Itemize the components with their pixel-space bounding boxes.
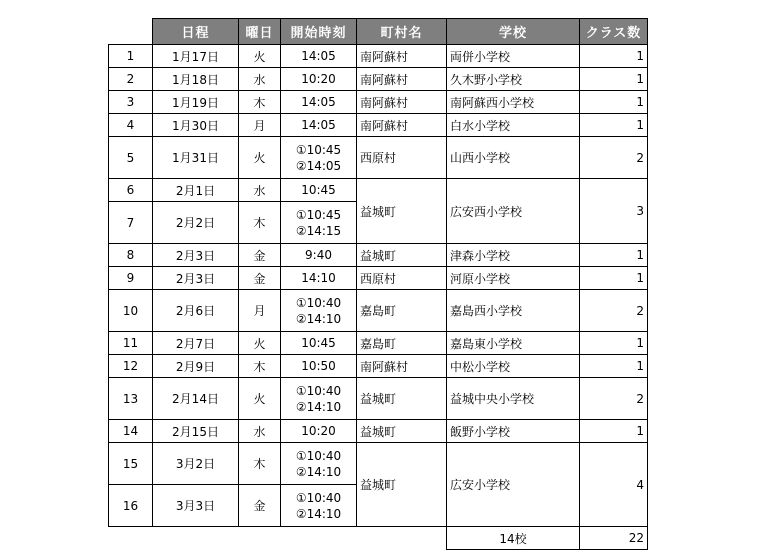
- row-day: 水: [239, 420, 281, 443]
- row-time: 9:40: [281, 244, 357, 267]
- row-day: 木: [239, 443, 281, 485]
- table-row: [109, 137, 648, 179]
- row-classes: 2: [580, 290, 648, 332]
- row-date: 1月18日: [153, 68, 239, 91]
- row-classes: 1: [580, 355, 648, 378]
- table-row: [109, 378, 648, 420]
- row-number: 12: [109, 355, 153, 378]
- row-date: 2月3日: [153, 244, 239, 267]
- row-number: 8: [109, 244, 153, 267]
- row-number: 5: [109, 137, 153, 179]
- total-schools: 14校: [447, 527, 580, 550]
- row-number: 9: [109, 267, 153, 290]
- row-time-second: ②14:05: [295, 158, 342, 173]
- row-time-second: ②14:15: [295, 223, 342, 238]
- row-time-first: ①10:40: [295, 295, 342, 310]
- row-date: 2月7日: [153, 332, 239, 355]
- header-date: 日程: [153, 19, 239, 45]
- row-school: 飯野小学校: [447, 420, 580, 443]
- table-row: [109, 244, 648, 267]
- row-school: 山西小学校: [447, 137, 580, 179]
- row-time-first: ①10:40: [295, 383, 342, 398]
- header-town: 町村名: [357, 19, 447, 45]
- row-town: 益城町: [357, 179, 447, 244]
- table-row: [109, 290, 648, 332]
- row-time: 10:45: [281, 179, 357, 202]
- row-classes: 1: [580, 332, 648, 355]
- row-day: 火: [239, 137, 281, 179]
- row-day: 火: [239, 332, 281, 355]
- row-number: 15: [109, 443, 153, 485]
- row-classes: 3: [580, 179, 648, 244]
- row-day: 火: [239, 45, 281, 68]
- row-number: 14: [109, 420, 153, 443]
- row-town: 南阿蘇村: [357, 355, 447, 378]
- row-time-second: ②14:10: [295, 506, 342, 521]
- row-day: 水: [239, 68, 281, 91]
- row-town: 西原村: [357, 137, 447, 179]
- totals-blank: [109, 527, 153, 550]
- row-date: 2月1日: [153, 179, 239, 202]
- row-date: 2月2日: [153, 202, 239, 244]
- table-row: [109, 420, 648, 443]
- totals-row: [109, 527, 648, 550]
- row-town: 嘉島町: [357, 290, 447, 332]
- row-school: 広安小学校: [447, 443, 580, 527]
- table-row: [109, 443, 648, 485]
- row-date: 3月2日: [153, 443, 239, 485]
- row-time-first: ①10:40: [295, 490, 342, 505]
- row-day: 月: [239, 114, 281, 137]
- row-town: 益城町: [357, 420, 447, 443]
- row-time: [281, 443, 357, 485]
- row-date: 1月19日: [153, 91, 239, 114]
- row-time: 14:05: [281, 45, 357, 68]
- table-row: [109, 332, 648, 355]
- row-number: 2: [109, 68, 153, 91]
- row-date: 1月30日: [153, 114, 239, 137]
- row-date: 2月3日: [153, 267, 239, 290]
- row-date: 1月17日: [153, 45, 239, 68]
- total-classes: 22: [580, 527, 648, 550]
- totals-blank: [239, 527, 281, 550]
- row-school: 南阿蘇西小学校: [447, 91, 580, 114]
- row-date: 2月15日: [153, 420, 239, 443]
- row-day: 木: [239, 355, 281, 378]
- row-town: 益城町: [357, 443, 447, 527]
- row-town: 南阿蘇村: [357, 114, 447, 137]
- row-town: 南阿蘇村: [357, 68, 447, 91]
- table-row: [109, 45, 648, 68]
- row-time: [281, 378, 357, 420]
- row-time: [281, 137, 357, 179]
- totals-blank: [153, 527, 239, 550]
- row-time-first: ①10:45: [295, 207, 342, 222]
- header-day: 曜日: [239, 19, 281, 45]
- row-number: 16: [109, 485, 153, 527]
- row-day: 金: [239, 267, 281, 290]
- row-time: 14:05: [281, 114, 357, 137]
- row-time: 10:20: [281, 68, 357, 91]
- header-row: [109, 19, 648, 45]
- row-school: 白水小学校: [447, 114, 580, 137]
- row-day: 木: [239, 91, 281, 114]
- row-time: [281, 202, 357, 244]
- row-date: 3月3日: [153, 485, 239, 527]
- row-town: 益城町: [357, 244, 447, 267]
- row-date: 2月6日: [153, 290, 239, 332]
- row-number: 4: [109, 114, 153, 137]
- row-time: 14:05: [281, 91, 357, 114]
- row-school: 益城中央小学校: [447, 378, 580, 420]
- row-classes: 1: [580, 114, 648, 137]
- row-school: 河原小学校: [447, 267, 580, 290]
- row-day: 水: [239, 179, 281, 202]
- totals-blank: [281, 527, 357, 550]
- row-date: 2月9日: [153, 355, 239, 378]
- row-number: 7: [109, 202, 153, 244]
- row-town: 益城町: [357, 378, 447, 420]
- row-time-second: ②14:10: [295, 464, 342, 479]
- row-time-first: ①10:45: [295, 142, 342, 157]
- row-number: 11: [109, 332, 153, 355]
- header-start-time: 開始時刻: [281, 19, 357, 45]
- totals-blank: [357, 527, 447, 550]
- row-day: 金: [239, 485, 281, 527]
- row-number: 13: [109, 378, 153, 420]
- row-classes: 1: [580, 68, 648, 91]
- row-classes: 1: [580, 91, 648, 114]
- row-school: 嘉島東小学校: [447, 332, 580, 355]
- row-town: 南阿蘇村: [357, 45, 447, 68]
- row-school: 両併小学校: [447, 45, 580, 68]
- row-time: 10:50: [281, 355, 357, 378]
- header-blank: [109, 19, 153, 45]
- row-day: 火: [239, 378, 281, 420]
- row-classes: 1: [580, 420, 648, 443]
- row-number: 1: [109, 45, 153, 68]
- table-row: [109, 355, 648, 378]
- row-classes: 4: [580, 443, 648, 527]
- row-school: 津森小学校: [447, 244, 580, 267]
- row-time-first: ①10:40: [295, 448, 342, 463]
- row-classes: 1: [580, 45, 648, 68]
- row-time-second: ②14:10: [295, 311, 342, 326]
- row-school: 嘉島西小学校: [447, 290, 580, 332]
- row-day: 木: [239, 202, 281, 244]
- table-row: [109, 114, 648, 137]
- row-date: 2月14日: [153, 378, 239, 420]
- table-row: [109, 68, 648, 91]
- row-town: 西原村: [357, 267, 447, 290]
- row-day: 月: [239, 290, 281, 332]
- row-town: 嘉島町: [357, 332, 447, 355]
- table-row: [109, 179, 648, 202]
- row-school: 中松小学校: [447, 355, 580, 378]
- row-number: 10: [109, 290, 153, 332]
- row-classes: 2: [580, 378, 648, 420]
- row-classes: 1: [580, 244, 648, 267]
- row-town: 南阿蘇村: [357, 91, 447, 114]
- header-classes: クラス数: [580, 19, 648, 45]
- row-time-second: ②14:10: [295, 399, 342, 414]
- schedule-table: [108, 18, 648, 550]
- row-school: 久木野小学校: [447, 68, 580, 91]
- row-time: 10:45: [281, 332, 357, 355]
- row-number: 6: [109, 179, 153, 202]
- row-time: [281, 485, 357, 527]
- row-day: 金: [239, 244, 281, 267]
- row-classes: 1: [580, 267, 648, 290]
- row-classes: 2: [580, 137, 648, 179]
- row-number: 3: [109, 91, 153, 114]
- header-school: 学校: [447, 19, 580, 45]
- row-time: [281, 290, 357, 332]
- row-school: 広安西小学校: [447, 179, 580, 244]
- row-time: 14:10: [281, 267, 357, 290]
- row-date: 1月31日: [153, 137, 239, 179]
- table-row: [109, 91, 648, 114]
- table-row: [109, 267, 648, 290]
- row-time: 10:20: [281, 420, 357, 443]
